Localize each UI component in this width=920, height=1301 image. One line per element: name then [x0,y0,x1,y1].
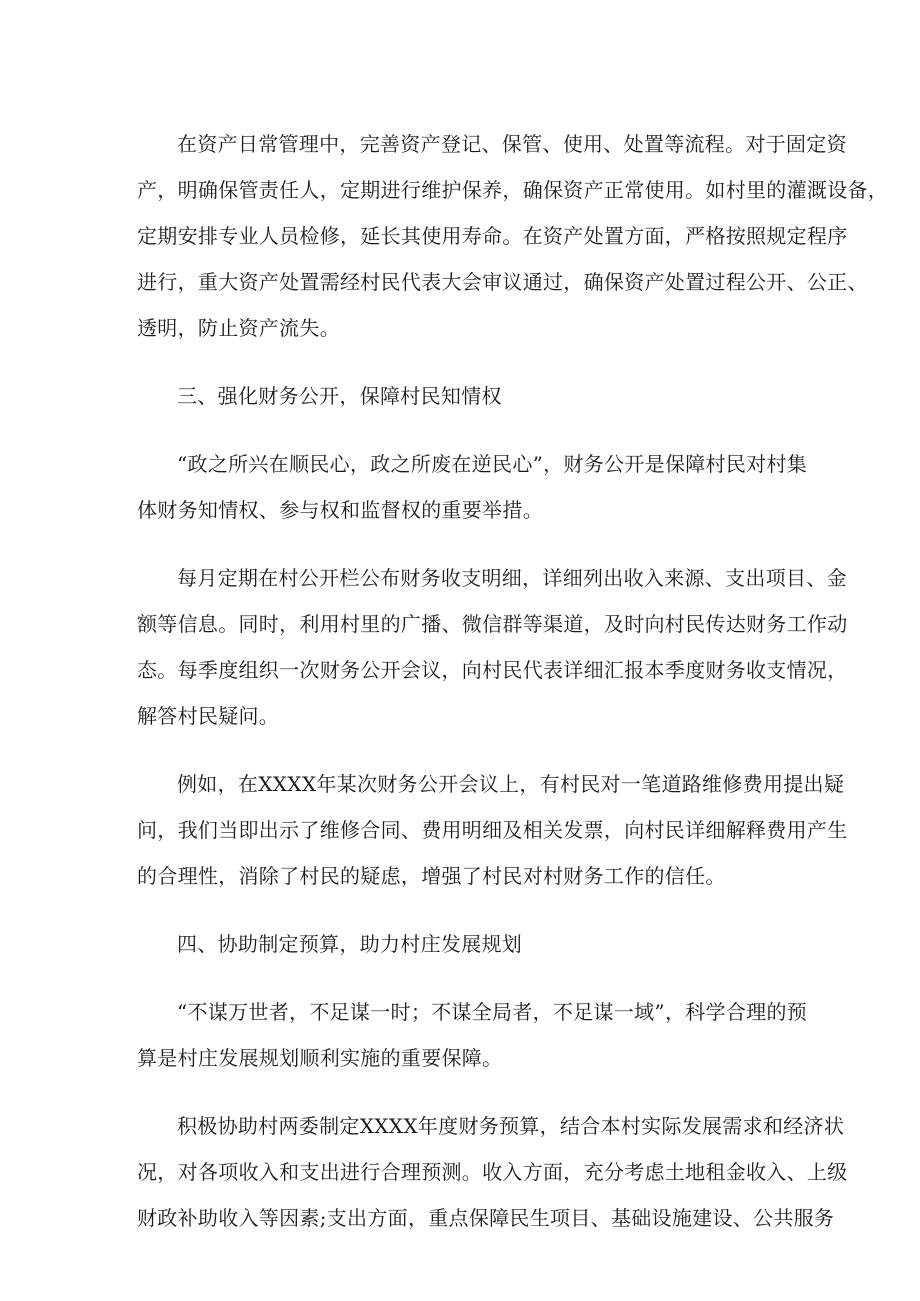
text-line: 进行，重大资产处置需经村民代表大会审议通过，确保资产处置过程公开、公正、 [137,270,868,294]
paragraph-quote-1 [137,441,808,533]
heading-text: 四、协助制定预算，助力村庄发展规划 [177,932,523,956]
text-line: 财政补助收入等因素;支出方面，重点保障民生项目、基础设施建设、公共服务 [137,1206,835,1230]
text-line: 产，明确保管责任人，定期进行维护保养，确保资产正常使用。如村里的灌溉设备， [137,178,889,202]
text-line: 定期安排专业人员检修，延长其使用寿命。在资产处置方面，严格按照规定程序 [137,224,848,248]
section-heading-4 [137,921,788,967]
text-line: 每月定期在村公开栏公布财务收支明细，详细列出收入来源、支出项目、金 [177,566,847,590]
paragraph-monthly-disclosure [137,555,848,739]
text-line: 态。每季度组织一次财务公开会议，向村民代表详细汇报本季度财务收支情况， [137,658,848,682]
text-line: 的合理性，消除了村民的疑虑，增强了村民对村财务工作的信任。 [137,864,726,888]
paragraph-example [137,761,848,899]
section-heading-3 [137,373,788,419]
text-line: “政之所兴在顺民心，政之所废在逆民心”，财务公开是保障村民对村集 [177,452,808,476]
paragraph-asset-management [137,121,889,351]
text-line: 解答村民疑问。 [137,704,280,728]
text-line: 况，对各项收入和支出进行合理预测。收入方面，充分考虑土地租金收入、上级 [137,1160,848,1184]
text-line: 积极协助村两委制定XXXX年度财务预算，结合本村实际发展需求和经济状 [177,1114,845,1138]
paragraph-quote-2 [137,989,808,1081]
document-body [137,121,889,1263]
text-line: 体财务知情权、参与权和监督权的重要举措。 [137,498,543,522]
text-line: 例如，在XXXX年某次财务公开会议上，有村民对一笔道路维修费用提出疑 [177,772,845,796]
text-line: 额等信息。同时，利用村里的广播、微信群等渠道，及时向村民传达财务工作动 [137,612,848,636]
text-line: “不谋万世者，不足谋一时；不谋全局者，不足谋一域”，科学合理的预 [177,1000,808,1024]
text-line: 透明，防止资产流失。 [137,316,340,340]
text-line: 问，我们当即出示了维修合同、费用明细及相关发票，向村民详细解释费用产生 [137,818,848,842]
heading-text: 三、强化财务公开，保障村民知情权 [177,384,502,408]
text-line: 在资产日常管理中，完善资产登记、保管、使用、处置等流程。对于固定资 [177,132,847,156]
paragraph-budget [137,1103,848,1241]
text-line: 算是村庄发展规划顺利实施的重要保障。 [137,1046,503,1070]
